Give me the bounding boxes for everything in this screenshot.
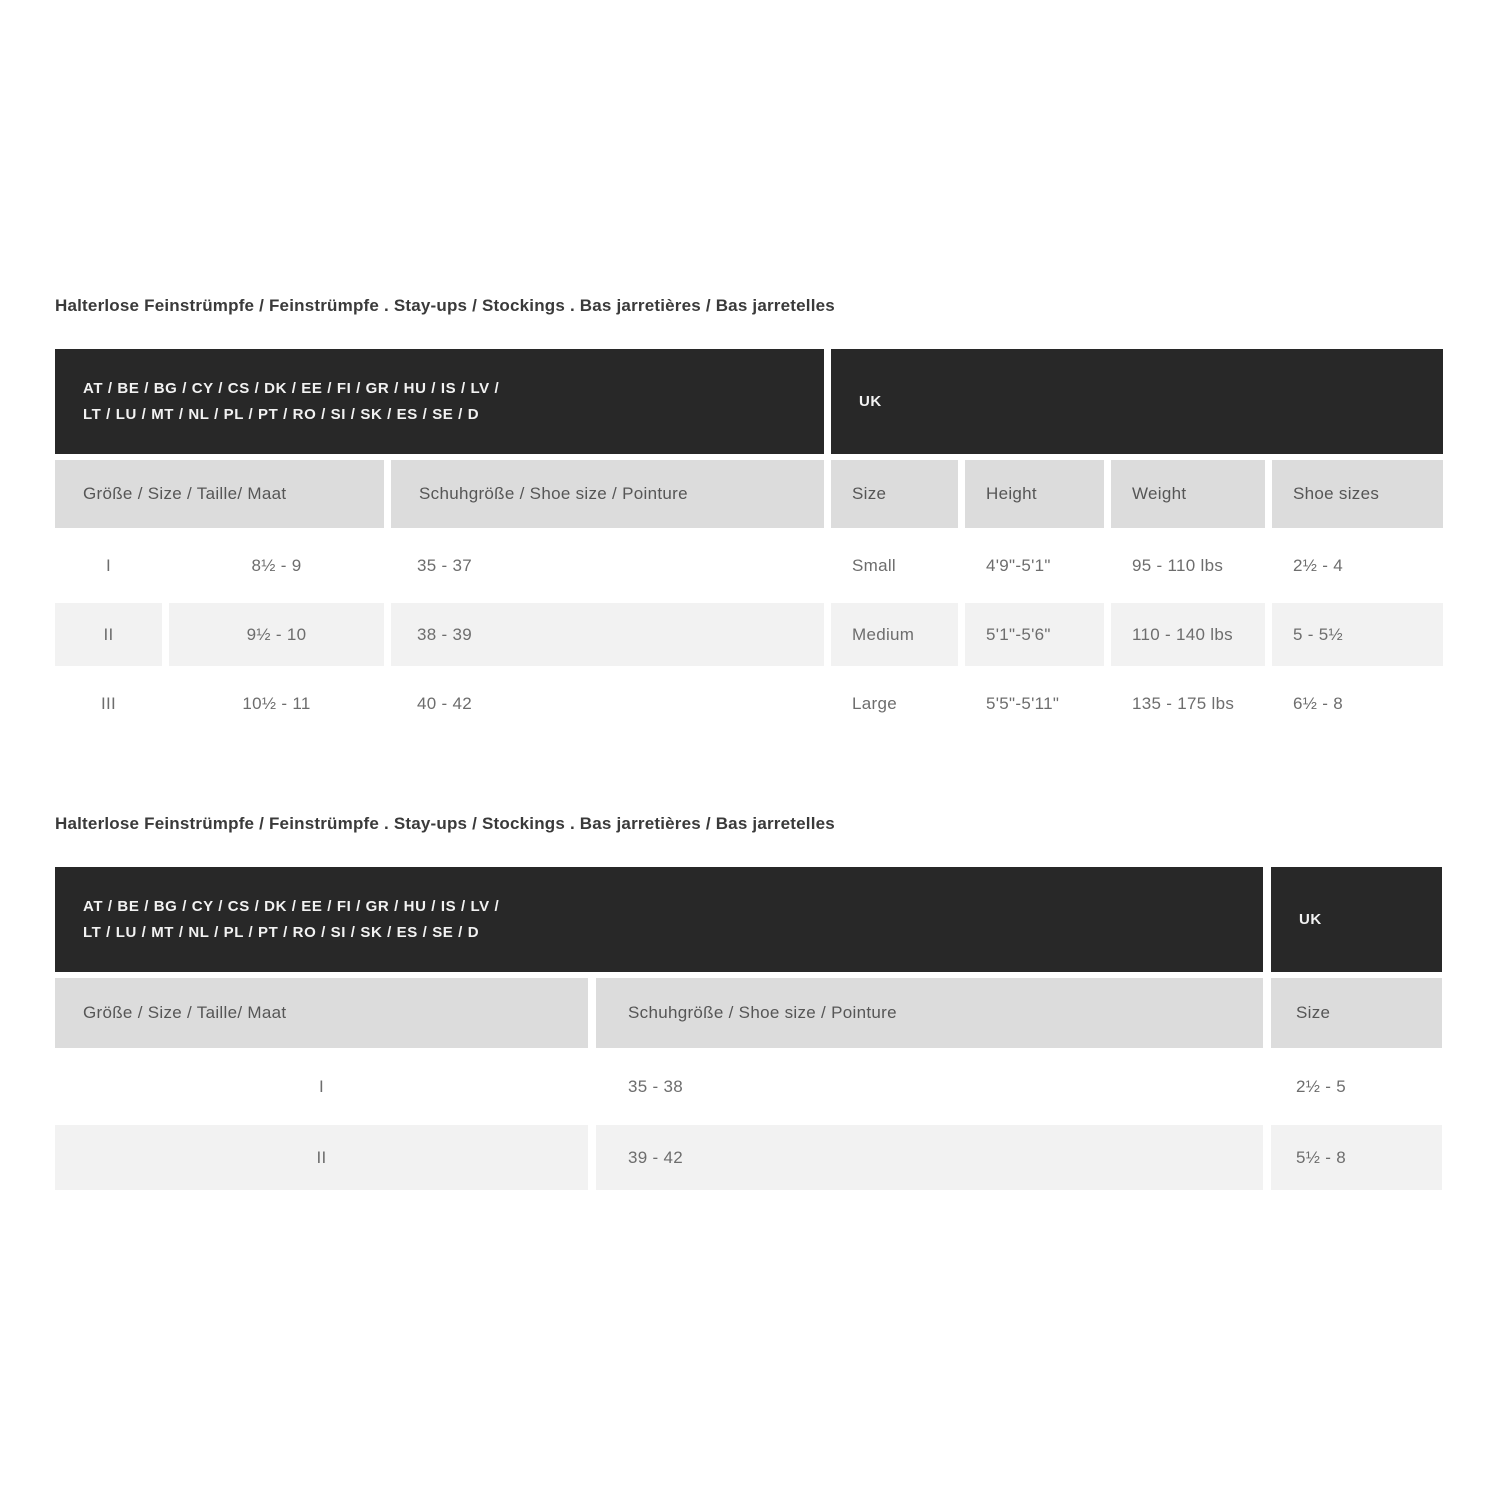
cell-uk-weight: 135 - 175 lbs [1132, 693, 1235, 713]
cell-uk-size: Medium [831, 603, 958, 666]
eu-country-codes-line-1: AT / BE / BG / CY / CS / DK / EE / FI / GR / HU / IS / LV / [83, 897, 500, 915]
eu-countries-header-bar [55, 349, 824, 454]
cell-shoe-size: 39 - 42 [596, 1125, 1263, 1190]
column-header-uk-weight: Weight [1111, 460, 1265, 528]
cell-size-number: I [318, 1076, 325, 1096]
cell-size-range: 10½ - 11 [242, 693, 311, 713]
size-table-eu-uk [55, 349, 1445, 735]
column-header-uk-size: Size [831, 460, 958, 528]
cell-uk-height: 5'5"-5'11" [986, 693, 1060, 713]
stockings-size-section-2 [55, 814, 1445, 1190]
cell-uk-shoe-sizes: 5½ - 8 [1271, 1125, 1442, 1190]
uk-header-bar: UK [831, 349, 1443, 454]
column-header-size: Größe / Size / Taille/ Maat [55, 460, 384, 528]
column-header-uk-size: Size [1271, 978, 1442, 1048]
cell-size-range: 9½ - 10 [169, 603, 384, 666]
cell-uk-size: Small [852, 555, 897, 575]
cell-shoe-size: 38 - 39 [391, 603, 824, 666]
column-header-uk-height: Height [965, 460, 1104, 528]
uk-header-bar: UK [1271, 867, 1442, 972]
column-header-shoe-size: Schuhgröße / Shoe size / Pointure [391, 460, 824, 528]
eu-country-codes-line-2: LT / LU / MT / NL / PL / PT / RO / SI / SK / ES / SE / D [83, 923, 480, 941]
cell-uk-shoe-sizes: 2½ - 4 [1293, 555, 1343, 575]
column-header-uk-shoe-sizes: Shoe sizes [1272, 460, 1443, 528]
cell-uk-shoe-sizes: 5 - 5½ [1272, 603, 1443, 666]
eu-countries-header-bar [55, 867, 1263, 972]
cell-uk-height: 4'9"-5'1" [986, 555, 1051, 575]
section-title: Halterlose Feinstrümpfe / Feinstrümpfe . Stay-ups / Stockings . Bas jarretières / Bas jarretelles [55, 814, 835, 833]
column-header-shoe-size: Schuhgröße / Shoe size / Pointure [596, 978, 1263, 1048]
cell-uk-weight: 110 - 140 lbs [1111, 603, 1265, 666]
cell-shoe-size: 35 - 37 [417, 555, 473, 575]
cell-uk-height: 5'1"-5'6" [965, 603, 1104, 666]
cell-size-range: 8½ - 9 [251, 555, 302, 575]
cell-size-number: II [55, 1125, 588, 1190]
cell-uk-weight: 95 - 110 lbs [1132, 555, 1224, 575]
cell-uk-shoe-sizes: 2½ - 5 [1296, 1076, 1346, 1096]
cell-size-number: III [100, 693, 117, 713]
size-table-eu-uk-simple [55, 867, 1445, 1190]
cell-uk-size: Large [852, 693, 897, 713]
cell-size-number: I [105, 555, 112, 575]
eu-country-codes-line-1: AT / BE / BG / CY / CS / DK / EE / FI / GR / HU / IS / LV / [83, 379, 500, 397]
cell-size-number: II [55, 603, 162, 666]
column-header-size: Größe / Size / Taille/ Maat [55, 978, 588, 1048]
stockings-size-section-1 [55, 296, 1445, 735]
cell-shoe-size: 40 - 42 [417, 693, 473, 713]
section-title: Halterlose Feinstrümpfe / Feinstrümpfe . Stay-ups / Stockings . Bas jarretières / Bas jarretelles [55, 296, 835, 315]
cell-uk-shoe-sizes: 6½ - 8 [1293, 693, 1343, 713]
cell-shoe-size: 35 - 38 [628, 1076, 684, 1096]
eu-country-codes-line-2: LT / LU / MT / NL / PL / PT / RO / SI / SK / ES / SE / D [83, 405, 480, 423]
